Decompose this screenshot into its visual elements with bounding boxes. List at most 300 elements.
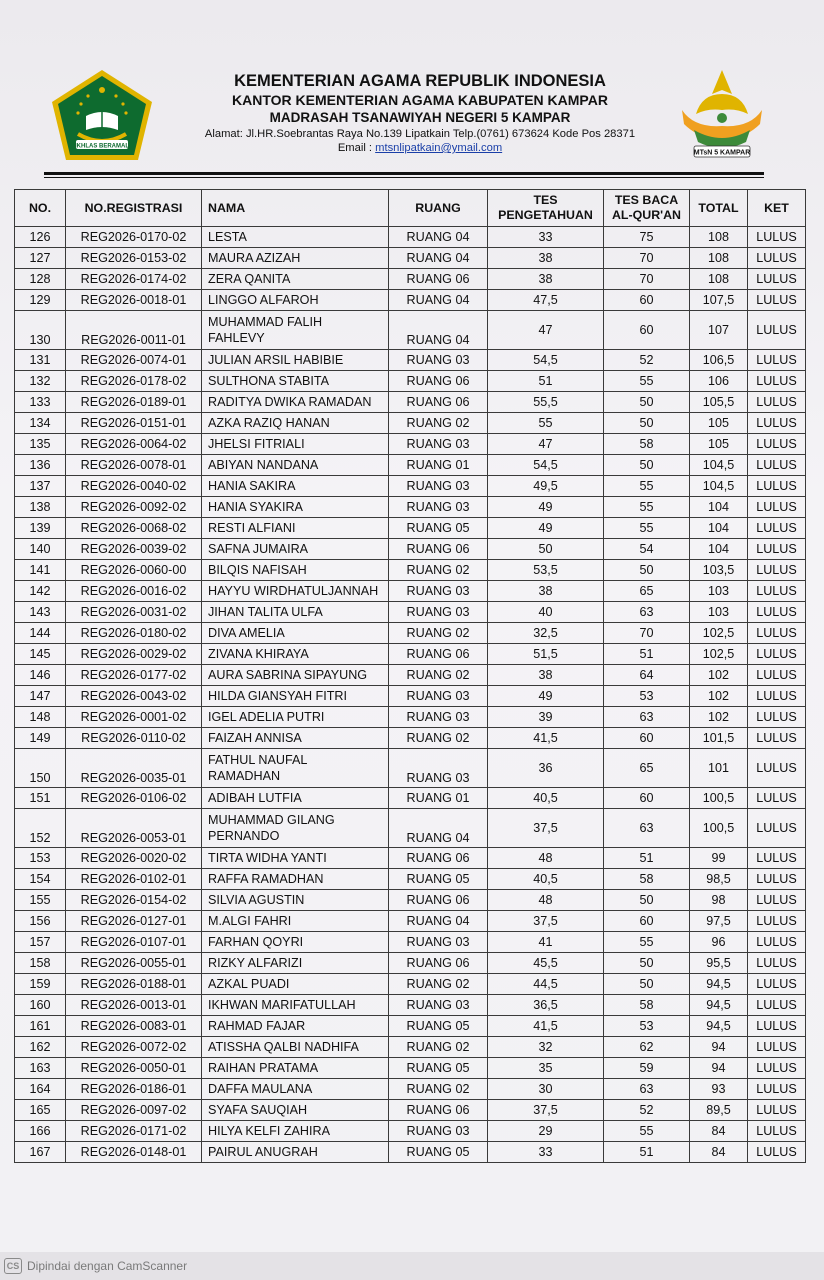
col-header-no: NO. <box>15 190 66 227</box>
col-header-status: KET <box>748 190 806 227</box>
quran-score: 63 <box>604 707 690 728</box>
status: LULUS <box>748 518 806 539</box>
row-number: 165 <box>15 1100 66 1121</box>
total-score: 94 <box>690 1058 748 1079</box>
row-number: 136 <box>15 455 66 476</box>
knowledge-score: 54,5 <box>488 350 604 371</box>
total-score: 98 <box>690 890 748 911</box>
room: RUANG 05 <box>389 869 488 890</box>
registration-number: REG2026-0018-01 <box>66 290 202 311</box>
row-number: 164 <box>15 1079 66 1100</box>
row-number: 141 <box>15 560 66 581</box>
student-name: BILQIS NAFISAH <box>202 560 389 581</box>
total-score: 94,5 <box>690 995 748 1016</box>
student-name: HILYA KELFI ZAHIRA <box>202 1121 389 1142</box>
knowledge-score: 37,5 <box>488 809 604 848</box>
quran-score: 50 <box>604 953 690 974</box>
total-score: 106,5 <box>690 350 748 371</box>
knowledge-score: 49 <box>488 497 604 518</box>
ministry-title: KEMENTERIAN AGAMA REPUBLIK INDONESIA <box>234 72 606 90</box>
knowledge-score: 39 <box>488 707 604 728</box>
registration-number: REG2026-0092-02 <box>66 497 202 518</box>
quran-score: 75 <box>604 227 690 248</box>
table-row <box>15 227 806 248</box>
room: RUANG 04 <box>389 290 488 311</box>
total-score: 84 <box>690 1142 748 1163</box>
total-score: 103,5 <box>690 560 748 581</box>
total-score: 102 <box>690 686 748 707</box>
status: LULUS <box>748 749 806 788</box>
camscanner-icon: CS <box>4 1258 22 1274</box>
table-row <box>15 518 806 539</box>
registration-number: REG2026-0154-02 <box>66 890 202 911</box>
quran-score: 63 <box>604 602 690 623</box>
table-row <box>15 1058 806 1079</box>
room: RUANG 02 <box>389 1037 488 1058</box>
row-number: 158 <box>15 953 66 974</box>
quran-score: 52 <box>604 1100 690 1121</box>
status: LULUS <box>748 788 806 809</box>
room: RUANG 06 <box>389 392 488 413</box>
table-row <box>15 911 806 932</box>
registration-number: REG2026-0127-01 <box>66 911 202 932</box>
total-score: 89,5 <box>690 1100 748 1121</box>
school-logo-label: MTsN 5 KAMPAR <box>693 149 751 157</box>
quran-score: 70 <box>604 623 690 644</box>
total-score: 95,5 <box>690 953 748 974</box>
row-number: 129 <box>15 290 66 311</box>
total-score: 102 <box>690 707 748 728</box>
row-number: 148 <box>15 707 66 728</box>
status: LULUS <box>748 686 806 707</box>
registration-number: REG2026-0068-02 <box>66 518 202 539</box>
row-number: 130 <box>15 311 66 350</box>
row-number: 142 <box>15 581 66 602</box>
quran-score: 60 <box>604 728 690 749</box>
status: LULUS <box>748 497 806 518</box>
room: RUANG 05 <box>389 1142 488 1163</box>
student-name: IKHWAN MARIFATULLAH <box>202 995 389 1016</box>
row-number: 145 <box>15 644 66 665</box>
room: RUANG 03 <box>389 707 488 728</box>
status: LULUS <box>748 248 806 269</box>
row-number: 146 <box>15 665 66 686</box>
row-number: 150 <box>15 749 66 788</box>
row-number: 163 <box>15 1058 66 1079</box>
table-row <box>15 350 806 371</box>
registration-number: REG2026-0050-01 <box>66 1058 202 1079</box>
table-row <box>15 1037 806 1058</box>
quran-score: 50 <box>604 890 690 911</box>
quran-score: 58 <box>604 434 690 455</box>
room: RUANG 06 <box>389 953 488 974</box>
table-row <box>15 644 806 665</box>
knowledge-score: 48 <box>488 890 604 911</box>
status: LULUS <box>748 932 806 953</box>
row-number: 160 <box>15 995 66 1016</box>
quran-score: 50 <box>604 392 690 413</box>
row-number: 127 <box>15 248 66 269</box>
row-number: 154 <box>15 869 66 890</box>
knowledge-score: 36 <box>488 749 604 788</box>
total-score: 108 <box>690 248 748 269</box>
status: LULUS <box>748 290 806 311</box>
registration-number: REG2026-0060-00 <box>66 560 202 581</box>
table-row <box>15 413 806 434</box>
table-row <box>15 1016 806 1037</box>
status: LULUS <box>748 623 806 644</box>
knowledge-score: 50 <box>488 539 604 560</box>
student-name: ZERA QANITA <box>202 269 389 290</box>
status: LULUS <box>748 1100 806 1121</box>
knowledge-score: 54,5 <box>488 455 604 476</box>
table-row <box>15 788 806 809</box>
student-name: LINGGO ALFAROH <box>202 290 389 311</box>
table-row <box>15 953 806 974</box>
registration-number: REG2026-0064-02 <box>66 434 202 455</box>
col-header-total: TOTAL <box>690 190 748 227</box>
table-row <box>15 602 806 623</box>
knowledge-score: 49,5 <box>488 476 604 497</box>
student-name: DIVA AMELIA <box>202 623 389 644</box>
table-row <box>15 665 806 686</box>
knowledge-score: 40,5 <box>488 869 604 890</box>
student-name: HANIA SYAKIRA <box>202 497 389 518</box>
quran-score: 50 <box>604 455 690 476</box>
student-name: AURA SABRINA SIPAYUNG <box>202 665 389 686</box>
table-row <box>15 434 806 455</box>
knowledge-score: 40,5 <box>488 788 604 809</box>
row-number: 162 <box>15 1037 66 1058</box>
table-row <box>15 932 806 953</box>
table-row <box>15 623 806 644</box>
table-row <box>15 869 806 890</box>
status: LULUS <box>748 728 806 749</box>
room: RUANG 03 <box>389 350 488 371</box>
status: LULUS <box>748 269 806 290</box>
status: LULUS <box>748 350 806 371</box>
row-number: 128 <box>15 269 66 290</box>
registration-number: REG2026-0178-02 <box>66 371 202 392</box>
total-score: 98,5 <box>690 869 748 890</box>
student-name: SAFNA JUMAIRA <box>202 539 389 560</box>
room: RUANG 06 <box>389 644 488 665</box>
room: RUANG 03 <box>389 434 488 455</box>
quran-score: 55 <box>604 497 690 518</box>
room: RUANG 03 <box>389 1121 488 1142</box>
row-number: 134 <box>15 413 66 434</box>
quran-score: 59 <box>604 1058 690 1079</box>
total-score: 100,5 <box>690 788 748 809</box>
knowledge-score: 33 <box>488 1142 604 1163</box>
table-row <box>15 560 806 581</box>
row-number: 139 <box>15 518 66 539</box>
total-score: 107 <box>690 311 748 350</box>
table-row <box>15 392 806 413</box>
letterhead <box>0 64 824 174</box>
knowledge-score: 41,5 <box>488 728 604 749</box>
status: LULUS <box>748 644 806 665</box>
knowledge-score: 30 <box>488 1079 604 1100</box>
registration-number: REG2026-0151-01 <box>66 413 202 434</box>
school-address: Alamat: Jl.HR.Soebrantas Raya No.139 Lipatkain Telp.(0761) 673624 Kode Pos 28371 <box>204 128 636 140</box>
knowledge-score: 33 <box>488 227 604 248</box>
office-title: KANTOR KEMENTERIAN AGAMA KABUPATEN KAMPAR <box>232 92 608 108</box>
total-score: 103 <box>690 602 748 623</box>
registration-number: REG2026-0043-02 <box>66 686 202 707</box>
registration-number: REG2026-0189-01 <box>66 392 202 413</box>
student-name: HILDA GIANSYAH FITRI <box>202 686 389 707</box>
room: RUANG 02 <box>389 623 488 644</box>
registration-number: REG2026-0153-02 <box>66 248 202 269</box>
quran-score: 50 <box>604 560 690 581</box>
room: RUANG 04 <box>389 311 488 350</box>
table-row <box>15 476 806 497</box>
table-row <box>15 995 806 1016</box>
room: RUANG 03 <box>389 749 488 788</box>
table-row <box>15 809 806 848</box>
quran-score: 53 <box>604 686 690 707</box>
table-body <box>15 227 806 1163</box>
table-row <box>15 248 806 269</box>
status: LULUS <box>748 974 806 995</box>
registration-number: REG2026-0039-02 <box>66 539 202 560</box>
status: LULUS <box>748 434 806 455</box>
student-name: DAFFA MAULANA <box>202 1079 389 1100</box>
student-name: FATHUL NAUFAL RAMADHAN <box>202 749 389 788</box>
registration-number: REG2026-0072-02 <box>66 1037 202 1058</box>
scanner-watermark-text: Dipindai dengan CamScanner <box>27 1259 188 1273</box>
status: LULUS <box>748 581 806 602</box>
status: LULUS <box>748 707 806 728</box>
total-score: 104 <box>690 497 748 518</box>
total-score: 104 <box>690 539 748 560</box>
quran-score: 65 <box>604 749 690 788</box>
table-row <box>15 890 806 911</box>
student-name: HAYYU WIRDHATULJANNAH <box>202 581 389 602</box>
status: LULUS <box>748 371 806 392</box>
quran-score: 62 <box>604 1037 690 1058</box>
total-score: 105,5 <box>690 392 748 413</box>
student-name: M.ALGI FAHRI <box>202 911 389 932</box>
student-name: MAURA AZIZAH <box>202 248 389 269</box>
knowledge-score: 44,5 <box>488 974 604 995</box>
registration-number: REG2026-0040-02 <box>66 476 202 497</box>
room: RUANG 06 <box>389 848 488 869</box>
table-row <box>15 848 806 869</box>
knowledge-score: 53,5 <box>488 560 604 581</box>
status: LULUS <box>748 311 806 350</box>
room: RUANG 03 <box>389 932 488 953</box>
total-score: 94,5 <box>690 1016 748 1037</box>
quran-score: 70 <box>604 248 690 269</box>
room: RUANG 06 <box>389 539 488 560</box>
knowledge-score: 41,5 <box>488 1016 604 1037</box>
registration-number: REG2026-0013-01 <box>66 995 202 1016</box>
status: LULUS <box>748 602 806 623</box>
student-name: SYAFA SAUQIAH <box>202 1100 389 1121</box>
total-score: 102 <box>690 665 748 686</box>
quran-score: 58 <box>604 995 690 1016</box>
status: LULUS <box>748 869 806 890</box>
room: RUANG 02 <box>389 413 488 434</box>
registration-number: REG2026-0171-02 <box>66 1121 202 1142</box>
row-number: 153 <box>15 848 66 869</box>
student-name: IGEL ADELIA PUTRI <box>202 707 389 728</box>
room: RUANG 05 <box>389 518 488 539</box>
knowledge-score: 48 <box>488 848 604 869</box>
student-name: HANIA SAKIRA <box>202 476 389 497</box>
quran-score: 60 <box>604 311 690 350</box>
ministry-of-religious-affairs-logo <box>48 68 156 164</box>
table-row <box>15 371 806 392</box>
col-header-knowledge-test: TES PENGETAHUAN <box>488 190 604 227</box>
room: RUANG 02 <box>389 728 488 749</box>
total-score: 101 <box>690 749 748 788</box>
school-email-line <box>170 142 670 154</box>
table-row <box>15 1121 806 1142</box>
student-name: RAHMAD FAJAR <box>202 1016 389 1037</box>
total-score: 100,5 <box>690 809 748 848</box>
student-name: PAIRUL ANUGRAH <box>202 1142 389 1163</box>
room: RUANG 02 <box>389 560 488 581</box>
total-score: 106 <box>690 371 748 392</box>
status: LULUS <box>748 455 806 476</box>
table-row <box>15 728 806 749</box>
room: RUANG 04 <box>389 227 488 248</box>
registration-number: REG2026-0180-02 <box>66 623 202 644</box>
knowledge-score: 47 <box>488 311 604 350</box>
status: LULUS <box>748 1058 806 1079</box>
knowledge-score: 55 <box>488 413 604 434</box>
room: RUANG 03 <box>389 602 488 623</box>
total-score: 108 <box>690 269 748 290</box>
knowledge-score: 49 <box>488 686 604 707</box>
registration-number: REG2026-0016-02 <box>66 581 202 602</box>
registration-number: REG2026-0020-02 <box>66 848 202 869</box>
table-row <box>15 974 806 995</box>
status: LULUS <box>748 890 806 911</box>
student-name: MUHAMMAD GILANG PERNANDO <box>202 809 389 848</box>
knowledge-score: 38 <box>488 665 604 686</box>
status: LULUS <box>748 665 806 686</box>
knowledge-score: 45,5 <box>488 953 604 974</box>
status: LULUS <box>748 953 806 974</box>
row-number: 143 <box>15 602 66 623</box>
status: LULUS <box>748 1016 806 1037</box>
row-number: 144 <box>15 623 66 644</box>
room: RUANG 01 <box>389 788 488 809</box>
student-name: FARHAN QOYRI <box>202 932 389 953</box>
student-name: TIRTA WIDHA YANTI <box>202 848 389 869</box>
student-name: FAIZAH ANNISA <box>202 728 389 749</box>
table-row <box>15 581 806 602</box>
room: RUANG 02 <box>389 665 488 686</box>
registration-number: REG2026-0148-01 <box>66 1142 202 1163</box>
room: RUANG 06 <box>389 371 488 392</box>
table-row <box>15 686 806 707</box>
student-name: RADITYA DWIKA RAMADAN <box>202 392 389 413</box>
knowledge-score: 38 <box>488 248 604 269</box>
school-logo <box>674 64 770 164</box>
row-number: 166 <box>15 1121 66 1142</box>
quran-score: 55 <box>604 371 690 392</box>
row-number: 137 <box>15 476 66 497</box>
total-score: 105 <box>690 413 748 434</box>
room: RUANG 03 <box>389 497 488 518</box>
row-number: 167 <box>15 1142 66 1163</box>
quran-score: 52 <box>604 350 690 371</box>
student-name: SULTHONA STABITA <box>202 371 389 392</box>
registration-number: REG2026-0083-01 <box>66 1016 202 1037</box>
table-row <box>15 1142 806 1163</box>
row-number: 159 <box>15 974 66 995</box>
table-row <box>15 311 806 350</box>
row-number: 149 <box>15 728 66 749</box>
results-table <box>14 189 806 1163</box>
knowledge-score: 40 <box>488 602 604 623</box>
knowledge-score: 37,5 <box>488 1100 604 1121</box>
registration-number: REG2026-0029-02 <box>66 644 202 665</box>
table-row <box>15 497 806 518</box>
letterhead-rule-thick <box>44 172 764 175</box>
registration-number: REG2026-0001-02 <box>66 707 202 728</box>
total-score: 101,5 <box>690 728 748 749</box>
room: RUANG 05 <box>389 1058 488 1079</box>
row-number: 132 <box>15 371 66 392</box>
total-score: 104 <box>690 518 748 539</box>
quran-score: 60 <box>604 290 690 311</box>
quran-score: 53 <box>604 1016 690 1037</box>
table-row <box>15 269 806 290</box>
total-score: 104,5 <box>690 455 748 476</box>
registration-number: REG2026-0102-01 <box>66 869 202 890</box>
status: LULUS <box>748 476 806 497</box>
student-name: ZIVANA KHIRAYA <box>202 644 389 665</box>
registration-number: REG2026-0055-01 <box>66 953 202 974</box>
total-score: 96 <box>690 932 748 953</box>
status: LULUS <box>748 539 806 560</box>
quran-score: 51 <box>604 644 690 665</box>
email-label: Email : <box>337 142 376 154</box>
student-name: RAIHAN PRATAMA <box>202 1058 389 1079</box>
room: RUANG 03 <box>389 581 488 602</box>
registration-number: REG2026-0074-01 <box>66 350 202 371</box>
email-link[interactable]: mtsnlipatkain@ymail.com <box>375 142 503 154</box>
status: LULUS <box>748 848 806 869</box>
status: LULUS <box>748 1142 806 1163</box>
row-number: 133 <box>15 392 66 413</box>
table-row <box>15 749 806 788</box>
total-score: 102,5 <box>690 644 748 665</box>
status: LULUS <box>748 995 806 1016</box>
quran-score: 58 <box>604 869 690 890</box>
knowledge-score: 51,5 <box>488 644 604 665</box>
room: RUANG 03 <box>389 476 488 497</box>
student-name: AZKAL PUADI <box>202 974 389 995</box>
registration-number: REG2026-0177-02 <box>66 665 202 686</box>
row-number: 155 <box>15 890 66 911</box>
room: RUANG 02 <box>389 1079 488 1100</box>
status: LULUS <box>748 911 806 932</box>
status: LULUS <box>748 1079 806 1100</box>
col-header-room: RUANG <box>389 190 488 227</box>
quran-score: 55 <box>604 1121 690 1142</box>
table-row <box>15 290 806 311</box>
table-row <box>15 1079 806 1100</box>
total-score: 107,5 <box>690 290 748 311</box>
knowledge-score: 35 <box>488 1058 604 1079</box>
